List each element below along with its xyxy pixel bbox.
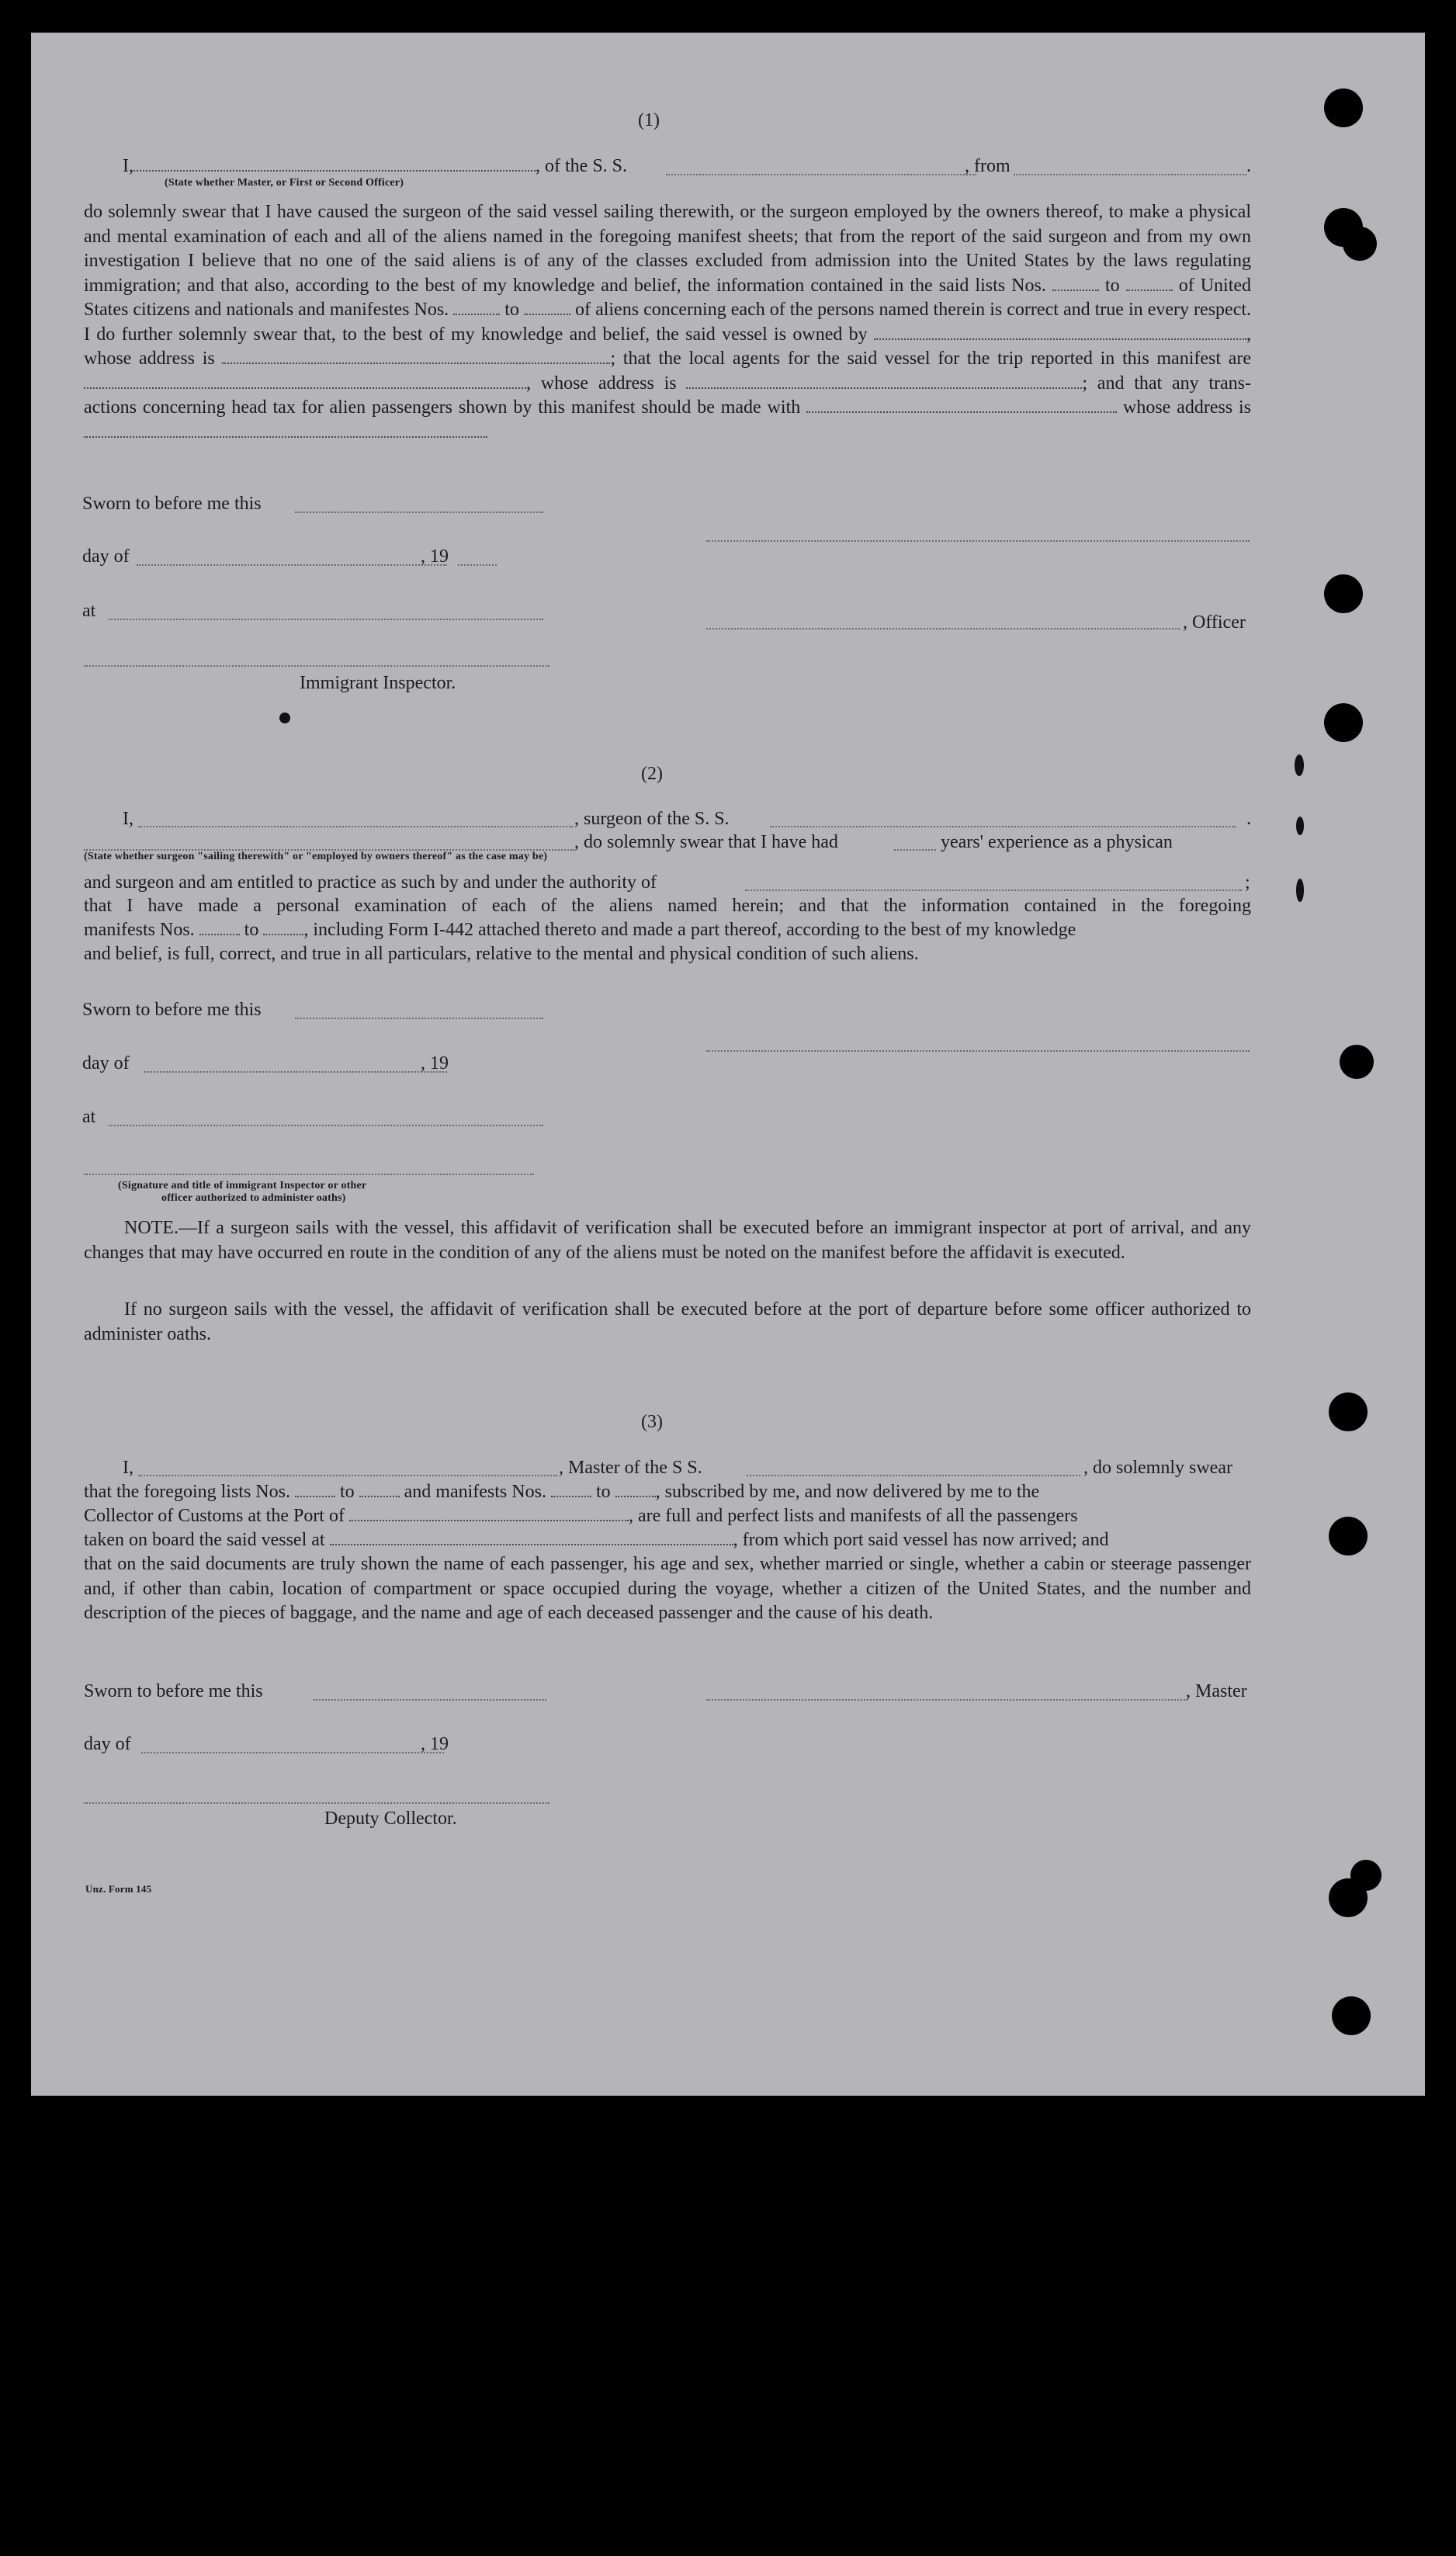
from-label: , from: [965, 156, 1011, 176]
officer-name-blank[interactable]: [133, 170, 536, 172]
pronoun-i: I,: [123, 809, 133, 829]
whose-address-text: whose address is: [1122, 397, 1252, 418]
manifests-nos-label: manifests Nos.: [84, 920, 195, 940]
place-blank[interactable]: [109, 619, 543, 620]
section-1-number: (1): [638, 110, 660, 130]
years-experience-label: years' experience as a physican: [941, 832, 1173, 852]
arrived-text: , from which port said vessel has now arrived; and: [733, 1530, 1109, 1550]
year-label: , 19: [421, 546, 449, 567]
collector-label: Collector of Customs at the Port of: [84, 1506, 345, 1526]
head-tax-agent-blank[interactable]: [806, 411, 1117, 413]
owned-by-text: to the best of my knowledge and belief, the said vessel is owned by: [342, 324, 868, 345]
ship-name-blank[interactable]: [666, 174, 976, 175]
manifests-nos-label: and manifests Nos.: [404, 1482, 546, 1502]
inspector-signature-blank[interactable]: [84, 1174, 534, 1175]
year-blank[interactable]: [458, 564, 497, 566]
taken-on-board-line: [84, 1528, 1108, 1552]
surgeon-capacity-note: (State whether surgeon "sailing therewith" or "employed by owners thereof" as the case may be): [84, 851, 548, 862]
line-end-period: .: [1246, 809, 1251, 829]
full-perfect-text: , are full and perfect lists and manifests of all the passengers: [628, 1506, 1078, 1526]
semicolon: ;: [1245, 872, 1250, 893]
manifest-to-blank[interactable]: [524, 314, 570, 315]
list-from-blank[interactable]: [295, 1496, 335, 1497]
to-label: to: [595, 1482, 611, 1502]
ship-name-blank[interactable]: [770, 826, 1236, 827]
examination-line: that I have made a personal examination of each of the aliens named herein; and that the information contained in the foregoing: [84, 896, 1251, 916]
oath-text: do solemnly swear that I have caused the surgeon of the said vessel sailing therewith, or the surgeon employed by the owners thereof, to make a physical and mental examination of each and all of the aliens named in the foregoing manifest sheets; that from the report of the said surgeon and from my own investigation I believe that no one of the said aliens is of any of the classes excluded from admission into the United States by the laws regulating immigration; and that also, according to the best of my knowledge and belief, the information contained in the said lists Nos.: [84, 202, 1251, 296]
manifest-to-blank[interactable]: [615, 1496, 656, 1497]
citizens-manifests-text: of United States citizens and nationals and manifestes Nos.: [84, 275, 1252, 320]
day-of-label: day of: [84, 1734, 131, 1754]
binder-hole: [1350, 1860, 1381, 1891]
note-paragraph-2: If no surgeon sails with the vessel, the affidavit of verification shall be executed before at the port of departure before some officer authorized to administer oaths.: [84, 1299, 1251, 1344]
month-blank[interactable]: [144, 1071, 447, 1073]
delivered-text: , subscribed by me, and now delivered by me to the: [655, 1482, 1040, 1502]
binder-hole: [1324, 574, 1363, 613]
agents-name-blank[interactable]: [84, 387, 526, 389]
sworn-label: Sworn to before me this: [82, 494, 262, 514]
signature-note-line-1: (Signature and title of immigrant Inspector or other: [118, 1180, 367, 1191]
officer-rank-note: (State whether Master, or First or Second Officer): [165, 177, 404, 189]
master-name-blank[interactable]: [138, 1475, 557, 1476]
master-of-label: , Master of the S S.: [559, 1458, 702, 1478]
sworn-label: Sworn to before me this: [82, 1000, 262, 1020]
scan-speck: [1296, 817, 1304, 835]
year-label: , 19: [421, 1734, 449, 1754]
boarding-port-blank[interactable]: [330, 1544, 733, 1545]
officer-title-blank[interactable]: [706, 628, 1180, 629]
surgeon-name-blank[interactable]: [138, 826, 573, 827]
pronoun-i: I,: [123, 1458, 133, 1478]
owner-name-blank[interactable]: [874, 338, 1246, 340]
note-paragraph-1: NOTE.—If a surgeon sails with the vessel, this affidavit of verification shall be executed before an immigrant inspector at port of arrival, and any changes that may have occurred en route in the condition of any of the aliens must be noted on the manifest before the affidavit is executed.: [84, 1218, 1251, 1263]
officer-signature-blank[interactable]: [706, 540, 1250, 542]
manifest-to-blank[interactable]: [263, 934, 303, 935]
place-blank[interactable]: [109, 1125, 543, 1126]
sworn-date-blank[interactable]: [295, 1018, 543, 1019]
list-to-blank[interactable]: [359, 1496, 400, 1497]
binder-hole: [1332, 1996, 1371, 2035]
scan-speck: [1296, 879, 1304, 902]
day-of-label: day of: [82, 546, 130, 567]
pronoun-i: I,: [123, 156, 133, 176]
collector-line: [84, 1504, 1077, 1528]
scan-speck: [279, 713, 290, 723]
sworn-date-blank[interactable]: [314, 1699, 546, 1701]
month-blank[interactable]: [137, 564, 447, 566]
ship-name-blank[interactable]: [747, 1475, 1080, 1476]
list-from-blank[interactable]: [1052, 290, 1099, 291]
signature-note-line-2: officer authorized to administer oaths): [161, 1192, 346, 1204]
binder-hole: [1324, 703, 1363, 742]
year-label: , 19: [421, 1053, 449, 1073]
to-label: to: [244, 920, 259, 940]
whose-address-text: , whose address is: [526, 373, 677, 394]
owner-address-blank[interactable]: [222, 362, 610, 364]
form-i442-text: , including Form I-442 attached thereto and made a part thereof, according to the best of my knowledge: [303, 920, 1076, 940]
binder-hole: [1343, 227, 1377, 261]
local-agents-text: ; that the local agents for the said vessel for the trip reported in this manifest are: [610, 349, 1252, 369]
scan-speck: [1295, 754, 1304, 776]
month-blank[interactable]: [141, 1752, 444, 1753]
line-end-period: .: [1246, 156, 1251, 176]
head-tax-address-blank[interactable]: [84, 436, 487, 438]
binder-hole: [1329, 1392, 1368, 1431]
head-tax-text: actions concerning head tax for alien passengers shown by this manifest should be made with: [84, 397, 801, 418]
binder-hole: [1340, 1045, 1374, 1079]
collector-signature-blank[interactable]: [84, 1802, 549, 1804]
surgeon-signature-blank[interactable]: [706, 1050, 1250, 1052]
to-label: to: [1104, 275, 1120, 296]
section-1-paragraph: [84, 200, 1251, 445]
binder-hole: [1324, 88, 1363, 127]
to-label: to: [504, 300, 519, 320]
officer-label: , Officer: [1183, 612, 1246, 633]
document-page: [31, 33, 1425, 2096]
swear-label: , do solemnly swear: [1083, 1458, 1232, 1478]
day-of-label: day of: [82, 1053, 130, 1073]
section-1-line-1: [123, 154, 627, 179]
section-2-number: (2): [641, 764, 663, 784]
form-number: Unz. Form 145: [85, 1883, 152, 1895]
manifests-line: [84, 918, 1076, 942]
deputy-collector-label: Deputy Collector.: [324, 1809, 457, 1829]
to-label: to: [339, 1482, 355, 1502]
authority-blank[interactable]: [745, 890, 1242, 891]
sworn-date-blank[interactable]: [295, 512, 543, 513]
at-label: at: [82, 601, 96, 621]
aliens-correct-text: of aliens concerning each of the persons named therein is correct and true in every respect. I do further solemnly swear that,: [84, 300, 1252, 345]
taken-on-board-label: taken on board the said vessel at: [84, 1530, 325, 1550]
of-the-ss-label: , of the S. S.: [536, 156, 628, 176]
surgeon-of-label: , surgeon of the S. S.: [574, 809, 730, 829]
lists-nos-label: that the foregoing lists Nos.: [84, 1482, 290, 1502]
swear-had-label: , do solemnly swear that I have had: [574, 832, 838, 852]
list-to-blank[interactable]: [1126, 290, 1173, 291]
immigrant-inspector-label: Immigrant Inspector.: [300, 673, 456, 693]
master-signature-blank[interactable]: [706, 1699, 1187, 1701]
port-blank[interactable]: [349, 1520, 629, 1521]
section-3-number: (3): [641, 1412, 663, 1432]
departure-port-blank[interactable]: [1014, 174, 1246, 175]
years-experience-blank[interactable]: [894, 849, 936, 851]
authority-label: and surgeon and am entitled to practice as such by and under the authority of: [84, 872, 657, 893]
transactions-text: ; and that any trans-: [1082, 373, 1252, 394]
manifest-from-blank[interactable]: [199, 934, 240, 935]
manifest-from-blank[interactable]: [551, 1496, 591, 1497]
at-label: at: [82, 1107, 96, 1127]
section-3-paragraph: that on the said documents are truly shown the name of each passenger, his age and sex, whether married or single, whether a cabin or steerage passenger and, if other than cabin, location of compartment or space occupied during the voyage, whether a citizen of the United States, and the number and description of the pieces of baggage, and the name and age of each deceased passenger and the cause of his death.: [84, 1554, 1251, 1623]
whose-address-text: , whose address is: [84, 324, 1251, 369]
manifest-from-blank[interactable]: [453, 314, 500, 315]
lists-line: [84, 1480, 1039, 1504]
belief-line: and belief, is full, correct, and true in all particulars, relative to the mental and physical condition of such aliens.: [84, 944, 919, 964]
sworn-label: Sworn to before me this: [84, 1681, 263, 1701]
binder-hole: [1329, 1517, 1368, 1555]
inspector-signature-blank[interactable]: [84, 665, 549, 667]
master-label: , Master: [1186, 1681, 1247, 1701]
agents-address-blank[interactable]: [686, 387, 1082, 389]
